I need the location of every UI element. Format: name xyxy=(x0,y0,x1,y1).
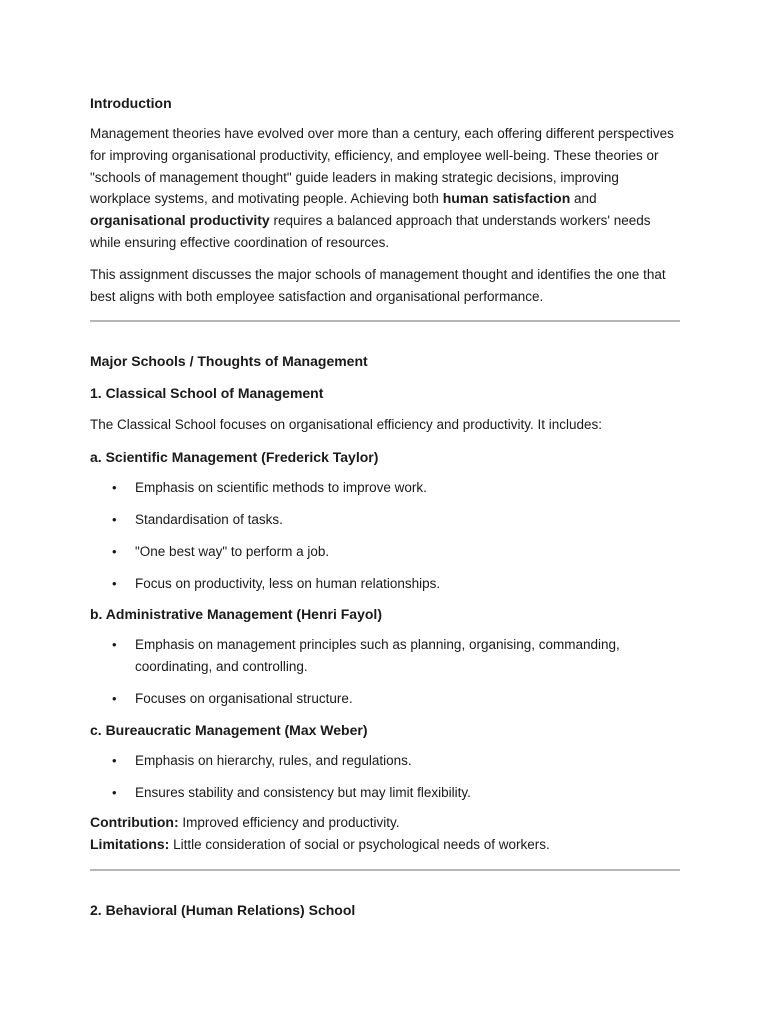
list-item-text: Emphasis on management principles such as planning, organising, commanding, coordinating, and controlling. xyxy=(135,637,620,675)
bullet-icon: • xyxy=(112,543,117,559)
bullet-icon: • xyxy=(112,575,117,591)
intro-text-1: Management theories have evolved over more than a century, each offering different perspectives for improving organisational productivity, efficiency, and employee well-being. These theories or "schools of management thought" guide leaders in making strategic decisions, improving workplace systems, and motivating people. Achieving both xyxy=(90,126,674,207)
bullet-icon: • xyxy=(112,637,117,653)
list-item xyxy=(90,509,680,531)
limitations-line xyxy=(90,834,680,856)
administrative-management-heading: b. Administrative Management (Henri Fayol) xyxy=(90,606,382,623)
bullet-icon: • xyxy=(112,690,117,706)
bullet-icon: • xyxy=(112,480,117,496)
list-item-text: "One best way" to perform a job. xyxy=(135,543,330,559)
list-item-text: Focus on productivity, less on human relationships. xyxy=(135,575,441,591)
list-item xyxy=(90,541,680,563)
document-page xyxy=(90,92,680,921)
scientific-management-heading: a. Scientific Management (Frederick Taylor) xyxy=(90,449,379,466)
scientific-management-list xyxy=(90,477,680,594)
list-item-text: Standardisation of tasks. xyxy=(135,511,283,527)
list-item-text: Emphasis on scientific methods to improve work. xyxy=(135,480,427,496)
limitations-label: Limitations: xyxy=(90,836,170,853)
bold-human-satisfaction: human satisfaction xyxy=(442,190,571,207)
behavioral-school-heading: 2. Behavioral (Human Relations) School xyxy=(90,901,356,918)
major-schools-heading: Major Schools / Thoughts of Management xyxy=(90,353,368,370)
intro-paragraph-1 xyxy=(90,123,680,254)
list-item xyxy=(90,477,680,499)
list-item xyxy=(90,688,680,710)
list-item xyxy=(90,782,680,804)
list-item-text: Ensures stability and consistency but may limit flexibility. xyxy=(135,784,471,800)
list-item xyxy=(90,573,680,595)
classical-intro: The Classical School focuses on organisational efficiency and productivity. It includes: xyxy=(90,417,603,433)
bullet-icon: • xyxy=(112,784,117,800)
section-divider xyxy=(90,869,680,871)
intro-text-3: requires a balanced approach that understands workers' needs while ensuring effective coordination of resources. xyxy=(90,213,651,250)
administrative-management-list xyxy=(90,634,680,709)
list-item-text: Emphasis on hierarchy, rules, and regulations. xyxy=(135,752,412,768)
introduction-heading: Introduction xyxy=(90,95,172,111)
section-divider xyxy=(90,320,680,322)
intro-text-2: and xyxy=(570,191,597,207)
list-item xyxy=(90,750,680,772)
list-item xyxy=(90,634,680,678)
contribution-text: Improved efficiency and productivity. xyxy=(178,815,400,831)
intro-paragraph-2: This assignment discusses the major schools of management thought and identifies the one that best aligns with both employee satisfaction and organisational performance. xyxy=(90,266,666,304)
bureaucratic-management-list xyxy=(90,750,680,804)
list-item-text: Focuses on organisational structure. xyxy=(135,690,353,706)
classical-school-heading: 1. Classical School of Management xyxy=(90,385,324,402)
bold-organisational-productivity: organisational productivity xyxy=(90,212,270,229)
contribution-line xyxy=(90,812,680,834)
limitations-text: Little consideration of social or psychological needs of workers. xyxy=(169,837,550,853)
bullet-icon: • xyxy=(112,752,117,768)
contribution-label: Contribution: xyxy=(90,814,179,831)
bureaucratic-management-heading: c. Bureaucratic Management (Max Weber) xyxy=(90,721,368,738)
bullet-icon: • xyxy=(112,511,117,527)
